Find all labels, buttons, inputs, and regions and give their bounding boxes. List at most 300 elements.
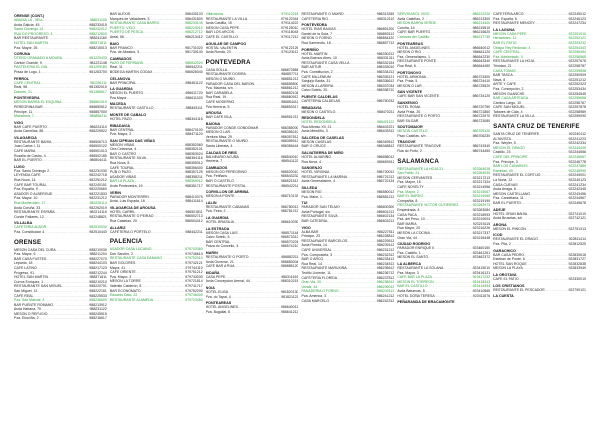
entry-name: Rua Nova, 14 [14, 178, 36, 183]
town-heading: MONTE DE CABALO [109, 112, 147, 117]
entry-phone: 986212712 [185, 30, 203, 35]
entry-phone: 986213300 [472, 16, 491, 21]
entry-name: Calvo Sotelo, 20 [301, 88, 328, 93]
entry-name: Obispo Rey Redondo, 4 [493, 45, 531, 50]
entry-phone: 979125010 [280, 25, 299, 30]
dot-leader [335, 179, 377, 184]
entry-name: RESTAURANTE SILVA [109, 156, 147, 161]
entry-name: Urzaiz, 44 [301, 284, 318, 289]
entry-name: Empedrada, 4 [397, 208, 420, 212]
entry-phone: 986238912 [376, 280, 395, 285]
entry-name: SERVIGASOL VIGO [397, 12, 430, 16]
entry-name: RESTAURANTE SAN MIGUEL [14, 284, 63, 289]
entry-phone: 986214400 [472, 21, 491, 26]
entry-name: SANTA CRUZ DE TENERIFE [493, 132, 540, 137]
entry-phone: 986706230 [472, 133, 491, 138]
entry-phone: 986721212 [376, 174, 395, 179]
dot-leader [439, 94, 472, 99]
list-item [301, 88, 394, 93]
list-item [206, 105, 299, 110]
entry-name: ARTE Y CAFE [493, 82, 516, 87]
entry-name: Avda Habana, 70 [14, 307, 41, 312]
entry-phone: 922257878 [568, 105, 586, 110]
dot-leader [329, 299, 377, 304]
entry-phone: 986851212 [280, 76, 299, 81]
entry-name: BAR LOS ARCOS [205, 30, 235, 35]
entry-name: Pza Herrería, 5 [205, 104, 230, 109]
dot-leader [545, 288, 569, 293]
entry-name: RESTAURANTE CABANAS [205, 204, 250, 209]
entry-phone: 988471120 [185, 132, 203, 137]
list-item [206, 279, 299, 284]
town-heading: CAMBADOS [109, 56, 132, 61]
dot-leader [145, 199, 186, 204]
town-heading: MACEDA [109, 102, 127, 107]
entry-name: Rua Montevideo, 17 [14, 201, 46, 205]
entry-phone: 986500122 [89, 144, 107, 149]
entry-name: MESON O REFUGIO [14, 311, 48, 316]
entry-phone: 981220433 [89, 56, 107, 61]
entry-name: Pza. Maior, 1 [301, 194, 322, 199]
entry-name: Real, 98 [14, 85, 28, 90]
entry-phone: 922244556 [568, 150, 586, 155]
entry-name: HOTEL ANGELINES [397, 45, 430, 50]
entry-name: Rua Real, 14 [301, 261, 322, 266]
list-item [301, 299, 394, 304]
entry-phone: 986240112 [377, 289, 395, 294]
entry-phone: 986643340 [472, 59, 491, 64]
entry-phone: 986234512 [376, 261, 395, 266]
entry-name: Rua Mayor, 20 [397, 226, 421, 231]
entry-phone: 923264028 [472, 166, 491, 171]
dot-leader [519, 277, 569, 282]
entry-phone: 981821122 [281, 294, 299, 299]
entry-phone: 988344115 [185, 116, 203, 121]
entry-name: Praza do Concello, 3 [205, 244, 239, 249]
entry-phone: 986723080 [472, 118, 491, 123]
entry-name: RESTAURANTE POSTAL [205, 183, 246, 188]
entry-name: MESON O MUIÑO [205, 76, 235, 81]
entry-name: CAFE CENTRAL [493, 50, 520, 55]
list-item [110, 70, 203, 75]
entry-phone: 986311616 [281, 274, 299, 279]
town-heading: AROUSA [205, 111, 222, 116]
entry-name: Pza. Mayor, 2 [397, 189, 419, 194]
entry-name: CASA PEPE [205, 274, 226, 279]
entry-name: HOTEL VIRGINIA [301, 170, 330, 175]
dot-leader [327, 88, 377, 93]
entry-phone: 923218993 [472, 212, 491, 217]
entry-phone: 986401122 [377, 120, 395, 125]
dot-leader [151, 230, 186, 235]
entry-name: MESON EL RINCON [493, 226, 526, 231]
entry-phone: 986215510 [472, 25, 491, 30]
dot-leader [32, 90, 89, 95]
list-item [301, 179, 394, 184]
entry-name: MESON CASA PEPE [205, 25, 240, 30]
entry-name: BAR CAFE PUERTO [14, 124, 47, 129]
entry-name: CAFE LATINO [14, 265, 37, 270]
entry-name: Rua Nova, 8 [109, 161, 130, 166]
entry-name: BAR CATEDRAL [301, 219, 329, 223]
entry-phone: 981731020 [185, 45, 203, 50]
entry-phone: 982510032 [89, 225, 107, 230]
entry-phone: 986573312 [280, 235, 299, 240]
dot-leader [511, 242, 569, 247]
entry-name: Avda Galicia, 45 [14, 22, 40, 27]
list-item [493, 288, 586, 293]
entry-phone: 986356444 [280, 144, 299, 149]
entry-name: CAFE EL CASTILLO [205, 34, 239, 39]
entry-name: Rua Real, 19 [205, 95, 227, 100]
list-item [110, 106, 203, 111]
entry-name: ASADOR CASA LUCIANO [109, 247, 152, 252]
dot-leader [231, 295, 282, 300]
entry-name: PASTELERIA EL DIA [14, 65, 48, 70]
town-heading: LOS CRISTIANOS [493, 283, 525, 288]
entry-phone: 922258989 [568, 109, 586, 114]
dot-leader [246, 184, 281, 189]
entry-phone: 986334212 [376, 69, 395, 74]
entry-phone: 986228812 [376, 234, 395, 239]
list-item [110, 96, 203, 101]
entry-name: BODEGA MARTIN CODAX [109, 69, 153, 74]
entry-name: Progreso, 91 [14, 270, 35, 275]
town-heading: LA GUARDIA [109, 87, 133, 92]
list-item [110, 81, 203, 86]
region-heading: PONTEVEDRA [205, 58, 251, 66]
entry-phone: 988213912 [89, 302, 107, 307]
entry-name: Eduardo Dato, 22 [109, 293, 138, 298]
entry-phone: 988236600 [89, 298, 107, 303]
entry-name: MESON LA TORRE [109, 279, 141, 284]
entry-name: Pza. Compostela, 3 [301, 252, 333, 257]
entry-name: ASADOR O ALBERGUE [14, 191, 53, 196]
directory-column [301, 12, 394, 418]
entry-name: La Noria, 12 [493, 178, 513, 182]
entry-name: Herreria, 7 [205, 159, 223, 164]
list-item [493, 201, 586, 206]
town-heading: MOAÑA [205, 270, 220, 275]
list-item [110, 184, 203, 189]
entry-name: Pza. Pila, 2 [493, 241, 511, 246]
dot-leader [229, 105, 281, 110]
dot-leader [226, 209, 281, 214]
entry-phone: 922246123 [568, 16, 586, 21]
entry-name: Pza. Weyler, 5 [493, 141, 516, 146]
entry-phone: 982214116 [89, 210, 107, 215]
entry-name: BAR CENTRAL [109, 127, 135, 132]
list-item [14, 215, 107, 220]
list-item [206, 244, 299, 249]
entry-name: Pza. Castillo, 1 [397, 250, 421, 255]
entry-name: MESON EL SANTO [397, 255, 429, 260]
entry-name: RESTAURANTE ESPAÑA [14, 210, 55, 215]
town-heading: LA LAGUNA [493, 27, 515, 32]
entry-name: Esteban de Ponte, 6 [493, 257, 525, 262]
entry-name: MESON O LAR [397, 83, 422, 88]
town-heading: VIGO [301, 225, 311, 230]
dot-leader [331, 41, 377, 46]
town-heading: MARIN [205, 250, 218, 255]
town-heading: LUGO [14, 164, 25, 169]
entry-name: RESTAURANTE EL DRAGO [493, 237, 538, 242]
town-heading: TRAGOVE [397, 140, 416, 145]
entry-phone: 986501013 [89, 149, 107, 154]
entry-phone: 923264039 [472, 171, 491, 176]
entry-phone: 986241212 [376, 293, 395, 298]
entry-phone: 986542211 [185, 65, 203, 70]
town-heading: VILAGARCIA DE AROUSA [109, 205, 156, 210]
entry-name: RESTAURANTE BARCELOS [301, 238, 348, 243]
entry-phone: 982242718 [89, 173, 107, 178]
list-item [206, 194, 299, 199]
entry-name: Ventura Misa, 25 [205, 134, 232, 139]
entry-name: RESTAURANTE EL PESCADOR [493, 287, 545, 292]
entry-name: BAR GOLORES [109, 260, 136, 265]
town-heading: NOIA [205, 285, 215, 290]
dot-leader [39, 316, 90, 321]
entry-name: CAFE BAR SAN VICENTE [397, 94, 440, 99]
entry-phone: 986229512 [376, 238, 395, 243]
town-heading: PONTEAREAS [397, 41, 423, 46]
entry-name: Avda Castilla, 15 [205, 21, 232, 26]
entry-phone: 988242012 [89, 27, 107, 32]
entry-phone: 988371811 [89, 40, 107, 45]
entry-name: MESON O CASTELO [301, 109, 336, 114]
entry-name: HOTEL ARMONIA [397, 74, 426, 79]
town-heading: AGUILAR DE CAMPOO [205, 41, 247, 46]
entry-name: Real, 11 [109, 65, 123, 70]
entry-name: BAR CAFE ISLA [205, 115, 232, 120]
dot-leader [234, 220, 281, 225]
entry-name: CASA PACA [397, 212, 417, 217]
entry-phone: 986349512 [376, 139, 395, 144]
entry-phone: 922242345 [568, 187, 586, 192]
entry-phone: 922257676 [568, 59, 586, 64]
town-heading: ALLARIZ [109, 225, 126, 230]
entry-name: Rua Alfonso XII, 21 [301, 124, 332, 129]
entry-phone: 922245012 [568, 12, 586, 16]
dot-leader [222, 159, 281, 164]
list-item [14, 114, 107, 119]
dot-leader [44, 215, 90, 220]
entry-phone: 986570224 [280, 239, 299, 244]
entry-phone: 988244103 [89, 261, 107, 266]
entry-name: BAR TASCA [493, 73, 513, 78]
dot-leader [250, 279, 281, 284]
entry-phone: 988245515 [89, 311, 107, 316]
entry-phone: 979742121 [185, 260, 203, 265]
entry-name: HOTEL GRAN BAHIA [493, 211, 528, 216]
entry-phone: 922831727 [568, 257, 586, 262]
dot-leader [43, 129, 89, 134]
town-heading: LA CUESTA [493, 294, 514, 299]
entry-phone: 986237812 [376, 275, 395, 280]
town-heading: CAMBADOS [205, 165, 228, 170]
entry-phone: 923219004 [472, 217, 491, 222]
entry-name: Areal, 56 [109, 34, 124, 39]
dot-leader [136, 81, 185, 86]
entry-phone: 986501811 [185, 209, 203, 214]
entry-phone: 988442211 [185, 229, 203, 234]
entry-phone: 923217324 [472, 180, 491, 185]
entry-phone: 986750232 [376, 98, 395, 103]
entry-phone: 986872884 [280, 67, 299, 72]
entry-phone: 923411676 [472, 293, 491, 298]
entry-phone: 923219190 [472, 198, 491, 203]
entry-name: BAR O CASTELO [205, 179, 234, 184]
entry-phone: 979721814 [185, 279, 203, 284]
dot-leader [328, 219, 377, 224]
town-heading: CIUDAD RODRIGO [397, 242, 431, 247]
entry-phone: 986225522 [89, 129, 107, 134]
dot-leader [326, 144, 377, 149]
entry-phone: 922240112 [568, 132, 586, 137]
list-item [301, 99, 394, 104]
list-item [206, 310, 299, 315]
entry-phone: 986224110 [89, 124, 107, 129]
entry-phone: 986885120 [280, 264, 299, 269]
entry-phone: 922251212 [568, 77, 586, 82]
town-heading: PONTEVEDRA [301, 23, 328, 28]
entry-name: Avda Ronda, 23 [205, 50, 231, 55]
entry-phone: 986230112 [377, 243, 395, 248]
entry-name: Pza. España, 9 [14, 187, 38, 192]
list-item [301, 195, 394, 200]
entry-name: Castillo, 23 [493, 150, 511, 155]
entry-name: Valentin Calderón, 8 [109, 283, 142, 288]
entry-phone: 979752010 [185, 256, 203, 261]
town-heading: RIBADAVIA [301, 105, 322, 110]
dot-leader [232, 115, 281, 120]
entry-phone: 923217213 [472, 175, 491, 180]
entry-name: RESTAURANTE VICTOR GUTIERREZ [397, 203, 459, 208]
entry-name: HOTEL CARRIL [109, 209, 136, 214]
entry-name: Dolores, 21 [14, 89, 32, 94]
entry-phone: 986860912 [280, 95, 299, 100]
entry-name: Don Sancho, 2 [109, 251, 133, 256]
town-heading: SAN VICENTE [397, 90, 423, 95]
entry-phone: 986355912 [280, 139, 299, 144]
entry-name: Avda Generalísimo, 4 [301, 179, 336, 184]
entry-name: BAR LA PLAZA [109, 179, 135, 184]
list-item [206, 144, 299, 149]
list-item [110, 132, 203, 137]
entry-phone: 979123112 [281, 50, 299, 55]
entry-phone: 922247889 [568, 164, 586, 169]
entry-phone: 922742121 [568, 216, 586, 221]
entry-name: Avda Pontevedra, 19 [109, 184, 143, 189]
entry-phone: 986403312 [376, 129, 395, 134]
entry-name: Avda Ourense, 21 [205, 259, 234, 264]
list-item [397, 94, 490, 99]
entry-phone: 922247234 [568, 21, 586, 26]
town-heading: PEÑARANDA DE BRACAMONTE [397, 300, 455, 305]
entry-name: Avda Camelias, 86 [14, 129, 44, 134]
town-heading: VIGO [14, 120, 24, 125]
entry-phone: 922240123 [568, 178, 586, 182]
entry-phone: 988410075 [185, 194, 203, 199]
entry-name: Ctra Celanova, 4 [109, 147, 137, 152]
dot-leader [127, 96, 186, 101]
dot-leader [132, 117, 186, 122]
entry-name: PANADERIA O FORNO [301, 289, 339, 294]
entry-name: Rosalia de Castro, 4 [14, 153, 46, 158]
entry-phone: 986236712 [376, 270, 395, 275]
entry-phone: 979746610 [185, 251, 203, 256]
entry-phone: 922253434 [568, 86, 586, 91]
entry-phone: 923417232 [472, 275, 491, 280]
entry-name: Avda Portugal, s/n [301, 209, 331, 214]
entry-phone: 986504412 [185, 219, 203, 223]
entry-phone: 986337034 [376, 83, 395, 88]
dot-leader [238, 35, 281, 40]
entry-phone: 923415010 [472, 265, 491, 270]
entry-phone: 922258787 [568, 63, 586, 68]
entry-phone: 986780012 [280, 204, 299, 209]
entry-phone: 979741717 [185, 283, 203, 288]
list-item [110, 230, 203, 235]
entry-name: RESTAURANTE O PEIRAO [109, 214, 154, 219]
entry-name: MESON RIO [301, 190, 322, 195]
entry-name: ALTAVISTA [493, 136, 511, 141]
list-item [14, 316, 107, 321]
entry-name: MESON GUANCHE [493, 91, 525, 96]
entry-phone: 981209180 [89, 65, 107, 70]
entry-name: BAR LOS CANARIOS [493, 164, 528, 169]
entry-name: Mayor, 41 [109, 265, 126, 270]
entry-name: Michelena, 7 [14, 114, 34, 119]
entry-name: CASA SOLLA [205, 67, 228, 72]
list-item [110, 117, 203, 122]
list-item [493, 266, 586, 271]
entry-name: Pza. Eirociña, 2 [14, 316, 39, 321]
dot-leader [521, 201, 569, 206]
town-heading: SILLEDA [301, 186, 318, 191]
entry-phone: 922244567 [568, 196, 586, 201]
entry-phone: 922830616 [568, 252, 586, 257]
entry-phone: 922255656 [568, 96, 586, 101]
entry-phone: 979117212 [281, 34, 299, 39]
entry-name: Pza. de Abastos, 3 [109, 50, 140, 55]
entry-name: BAR EL PUERTO [14, 158, 42, 163]
entry-name: RESTAURANTE CASTILLO [109, 106, 154, 111]
list-item [206, 264, 299, 269]
town-heading: BAIO [109, 41, 120, 46]
town-heading: SANGENJO [301, 166, 323, 171]
entry-phone: 923419454 [472, 284, 491, 289]
entry-name: RESTAURANTE CASA VELLA [301, 60, 350, 65]
entry-name: Praza de Lugo, 1 [14, 69, 41, 74]
entry-name: Sanjurjo Badía, 31 [301, 79, 331, 84]
entry-name: Pazo Casiñas, s/n [397, 133, 426, 138]
region-heading: SALAMANCA [397, 157, 439, 165]
entry-phone: 986431800 [185, 16, 203, 21]
list-item [301, 144, 394, 149]
entry-phone: 922246778 [568, 159, 586, 164]
entry-name: RESTAURANTE MARUXIÑA [301, 266, 347, 271]
entry-phone: 922248990 [568, 168, 586, 173]
entry-phone: 986861212 [280, 86, 299, 91]
entry-phone: 986640012 [472, 45, 491, 50]
dot-leader [435, 294, 473, 299]
town-heading: RIBADAVIA [109, 123, 131, 128]
region-heading: ORENSE [14, 238, 42, 246]
dot-leader [137, 219, 185, 224]
entry-name: HOTEL SAN MARTIN [14, 40, 49, 45]
entry-phone: 988352060 [185, 142, 203, 147]
